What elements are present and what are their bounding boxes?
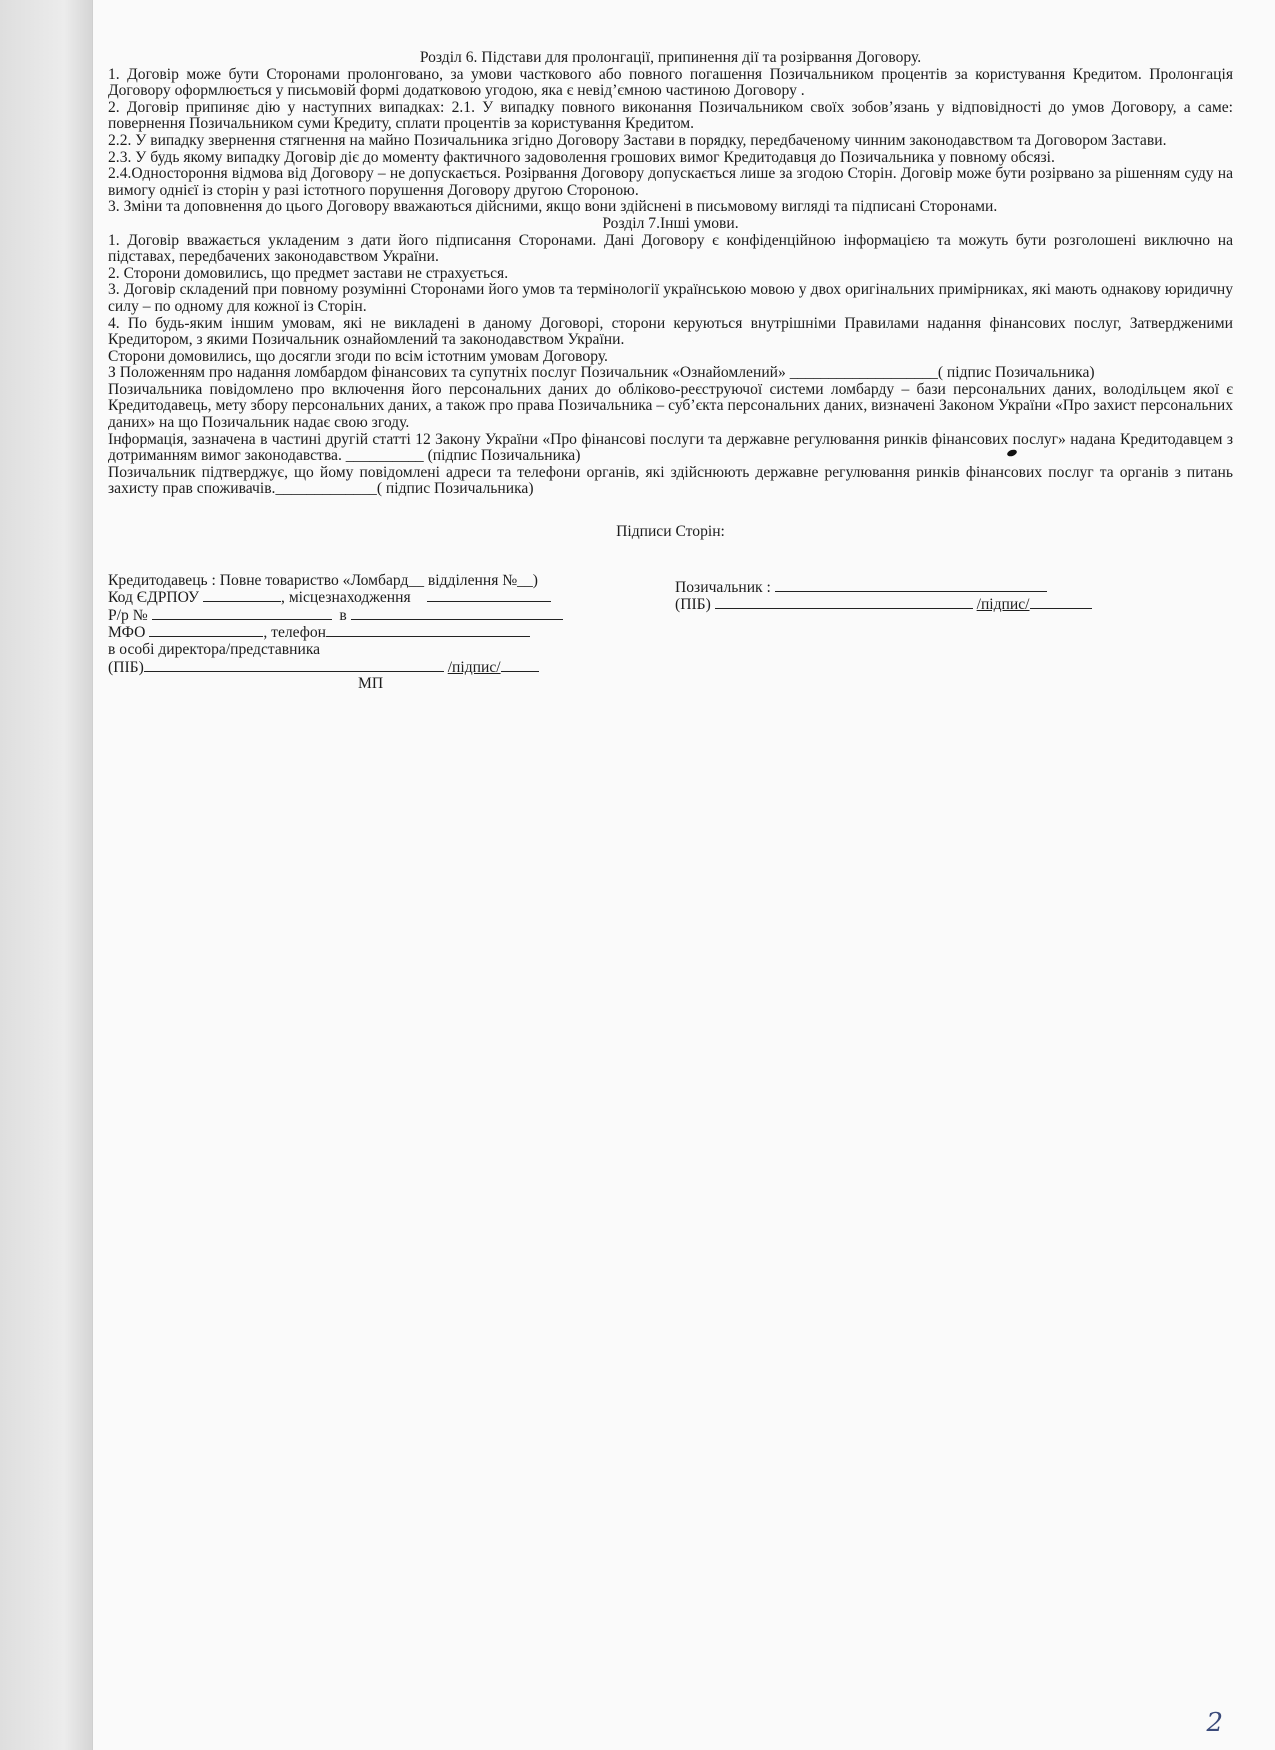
section-6-paragraph: 1. Договір може бути Сторонами пролонговано, за умови часткового або повного погашення Позичальником процентів за користування Кредитом. Пролонгація Договору оформлюється у письмовій формі додатковою угодою, яка є невід’ємною частиною Договору . — [108, 65, 1233, 100]
lender-signature — [108, 573, 628, 693]
section-7-paragraph: 3. Договір складений при повному розумінні Сторонами його умов та термінології українською мовою у двох оригінальних примірниках, які мають однакову юридичну силу – по одному для кожної із Сторін. — [108, 281, 1233, 315]
location-field[interactable] — [427, 589, 551, 602]
section-6-paragraph: 2. Договір припиняє дію у наступних випадках: 2.1. У випадку повного виконання Позичальником своїх зобов’язань у відповідності до умов Договору, а саме: повернення Позичальником суми Кредиту, сплати процентів за користування Кредитом. — [108, 98, 1233, 133]
bank-in-label: в — [339, 606, 347, 624]
section-6-paragraph: 2.3. У будь якому випадку Договір діє до моменту фактичного задоволення грошових вимог Кредитодавця до Позичальника у повному обсязі. — [108, 148, 1055, 166]
lender-name-line: Кредитодавець : Повне товариство «Ломбард__ відділення №__) — [108, 571, 538, 589]
borrower-pib-line — [675, 596, 1125, 614]
section-7-paragraph: 4. По будь-яким іншим умовам, які не викладені в даному Договорі, сторони керуються внутрішніми Правилами надання фінансових послуг, Затвердженими Кредитором, з якими Позичальник ознайомлений та законодавством України. — [108, 314, 1233, 349]
signatures-title: Підписи Сторін: — [616, 523, 725, 541]
section-7-paragraph: Сторони домовились, що досягли згоди по всім істотним умовам Договору. — [108, 347, 608, 365]
borrower-pib-field[interactable] — [715, 596, 973, 609]
phone-label: , телефон — [263, 624, 327, 642]
stamp-label: МП — [358, 675, 384, 693]
document-body — [108, 50, 1233, 733]
mfo-field[interactable] — [149, 624, 263, 637]
borrower-field[interactable] — [775, 579, 1047, 592]
section-6-title: Розділ 6. Підстави для пролонгації, припинення дії та розірвання Договору. — [419, 49, 922, 66]
lender-pib-field[interactable] — [144, 659, 444, 672]
section-6-paragraph: 3. Зміни та доповнення до цього Договору вважаються дійсними, якщо вони здійснені в письмовому вигляді та підписані Сторонами. — [108, 198, 998, 216]
section-7-paragraph: 1. Договір вважається укладеним з дати його підписання Сторонами. Дані Договору є конфіденційною інформацією та можуть бути розголошені виключно на підставах, передбачених законодавством України. — [108, 231, 1233, 266]
phone-field[interactable] — [326, 624, 530, 637]
borrower-sign-label: /підпис/ — [976, 596, 1030, 614]
edrpou-field[interactable] — [203, 589, 281, 602]
section-6-paragraph: 2.2. У випадку звернення стягнення на майно Позичальника згідно Договору Застави в порядку, передбаченому чинним законодавством та Договором Застави. — [108, 131, 1167, 149]
lender-mfo-line — [108, 624, 628, 642]
borrower-sign-field[interactable] — [1030, 596, 1092, 609]
mfo-label: МФО — [108, 624, 146, 642]
lender-account-line — [108, 607, 628, 625]
lender-sign-field[interactable] — [501, 659, 539, 672]
borrower-label: Позичальник : — [675, 578, 771, 596]
page-number: 2 — [1206, 1708, 1223, 1738]
scanner-margin — [0, 0, 92, 1750]
edrpou-label: Код ЄДРПОУ — [108, 589, 200, 607]
location-label: , місцезнаходження — [281, 589, 411, 607]
section-7-paragraph: З Положенням про надання ломбардом фінансових та супутніх послуг Позичальник «Ознайомлений» ___________________( підпис Позичальника) — [108, 364, 1095, 382]
lender-edrpou-line — [108, 589, 628, 607]
section-7-paragraph: Позичальника повідомлено про включення його персональних даних до обліково-реєструючої системи ломбарду – бази персональних даних, володільцем якої є Кредитодавець, мету збору персональних даних, а також про права Позичальника – суб’єкта персональних даних, визначені Законом України «Про захист персональних даних» на що Позичальник надає свою згоду. — [108, 380, 1233, 432]
borrower-pib-label: (ПІБ) — [675, 596, 711, 614]
section-7-paragraph: Позичальник підтверджує, що йому повідомлені адреси та телефони органів, які здійснюють державне регулювання ринків фінансових послуг та органів з питань захисту прав споживачів._____________( підпис Позичальника) — [108, 463, 1233, 498]
director-label: в особі директора/представника — [108, 641, 321, 658]
lender-pib-line — [108, 659, 628, 677]
borrower-signature — [675, 573, 1125, 614]
section-7-title: Розділ 7.Інші умови. — [602, 214, 739, 232]
bank-field[interactable] — [351, 607, 563, 620]
signature-block — [108, 573, 1233, 733]
section-7-paragraph: Інформація, зазначена в частині другій статті 12 Закону України «Про фінансові послуги та державне регулювання ринків фінансових послуг» надана Кредитодавцем з дотриманням вимог законодавства. __________ (підпис Позичальника) — [108, 430, 1233, 465]
account-field[interactable] — [152, 607, 332, 620]
account-label: Р/р № — [108, 606, 148, 624]
lender-pib-label: (ПІБ) — [108, 658, 144, 676]
borrower-line — [675, 579, 1125, 597]
lender-sign-label: /підпис/ — [447, 658, 501, 676]
section-7-paragraph: 2. Сторони домовились, що предмет застави не страхується. — [108, 264, 509, 282]
section-6-paragraph: 2.4.Одностороння відмова від Договору – не допускається. Розірвання Договору допускається лише за згодою Сторін. Договір може бути розірвано за рішенням суду на вимогу однієї із сторін у разі істотного порушення Договору другою Стороною. — [108, 165, 1233, 199]
